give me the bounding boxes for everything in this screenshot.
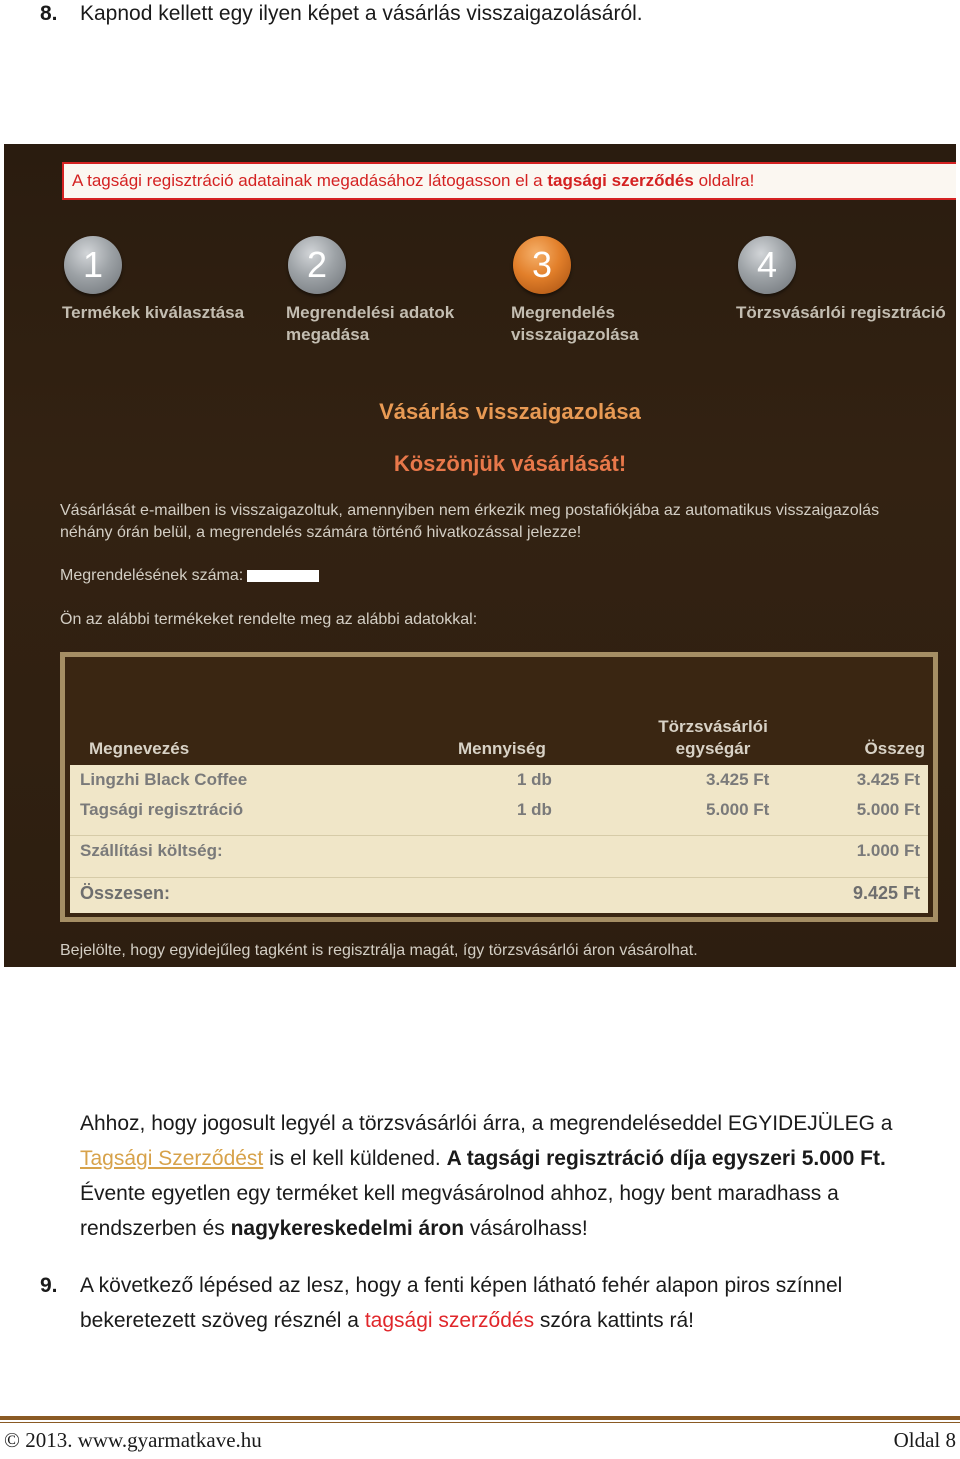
membership-contract-link[interactable]: Tagsági Szerződést <box>80 1147 264 1170</box>
page-number: Oldal 8 <box>893 1428 956 1452</box>
paragraph-text: Évente egyetlen egy terméket kell megvásárolnod ahhoz, hogy bent maradhass a rendszerben és <box>80 1182 839 1240</box>
paragraph-text: vásárolhass! <box>464 1217 588 1240</box>
order-number-label: Megrendelésének száma: <box>60 567 244 584</box>
step-circle: 4 <box>738 236 796 294</box>
step-text-part: A következő lépésed az lesz, hogy a fenti képen látható fehér alapon piros színnel bekeretezett szöveg résznél a <box>80 1274 843 1332</box>
redacted-order-number <box>247 570 319 582</box>
confirmation-info: Vásárlását e-mailben is visszaigazoltuk, amennyiben nem érkezik meg postafiókjába az automatikus visszaigazolás néhány órán belül, a megrendelés számára történő hivatkozással jelezze! <box>60 502 880 541</box>
fee-text: A tagsági regisztráció díja egyszeri 5.000 Ft. <box>446 1147 886 1170</box>
highlighted-link-text: tagsági szerződés <box>364 1309 535 1332</box>
cell-name: Tagsági regisztráció <box>80 800 244 819</box>
col-unit-header-2: egységár <box>675 739 751 758</box>
notice-prefix: A tagsági regisztráció adatainak megadásához látogasson el a <box>72 171 543 190</box>
step-text <box>80 1268 920 1338</box>
total-label: Összesen: <box>80 883 171 903</box>
cell-unit: 5.000 Ft <box>706 800 770 819</box>
footer-rule-thin <box>0 1422 960 1423</box>
table-header <box>65 709 933 765</box>
order-intro: Ön az alábbi termékeket rendelte meg az alábbi adatokkal: <box>60 611 478 628</box>
checkout-step-3 <box>511 236 681 346</box>
step-label: Megrendelési adatok megadása <box>286 303 455 344</box>
checkout-step-2 <box>286 236 476 346</box>
membership-paragraph <box>80 1106 946 1246</box>
checkout-step-4 <box>736 236 956 324</box>
paragraph-text: is el kell küldened. <box>263 1147 447 1170</box>
notice-link[interactable]: tagsági szerződés <box>547 171 694 190</box>
cell-sum: 3.425 Ft <box>856 770 920 789</box>
step-circle: 3 <box>513 236 571 294</box>
paragraph-text: Ahhoz, hogy jogosult legyél a törzsvásárlói árra, a megrendeléseddel EGYIDEJÜLEG a <box>80 1112 893 1135</box>
footer-rule <box>0 1416 960 1420</box>
shipping-row <box>70 835 928 866</box>
cell-unit: 3.425 Ft <box>706 770 770 789</box>
step-circle: 1 <box>64 236 122 294</box>
table-row <box>70 765 928 795</box>
table-body <box>70 765 928 913</box>
checkout-step-1 <box>62 236 282 324</box>
footer-copyright: © 2013. www.gyarmatkave.hu <box>4 1428 262 1452</box>
purchase-confirmation-screenshot <box>4 144 956 967</box>
col-unit-header-1: Törzsvásárlói <box>658 717 768 736</box>
shipping-label: Szállítási költség: <box>80 841 223 860</box>
confirmation-title: Vásárlás visszaigazolása <box>379 399 641 424</box>
cell-sum: 5.000 Ft <box>856 800 920 819</box>
membership-notice <box>62 162 956 200</box>
step-number: 9. <box>40 1274 58 1297</box>
step-number: 8. <box>40 2 58 25</box>
step-text: Kapnod kellett egy ilyen képet a vásárlás visszaigazolásáról. <box>80 2 643 25</box>
shipping-value: 1.000 Ft <box>856 841 920 860</box>
total-row <box>70 877 928 908</box>
cell-name: Lingzhi Black Coffee <box>80 770 248 789</box>
cell-qty: 1 db <box>517 800 552 819</box>
step-9-heading <box>40 1268 920 1338</box>
step-text-part: szóra kattints rá! <box>534 1309 694 1332</box>
col-name-header: Megnevezés <box>89 739 190 758</box>
thank-you-heading: Köszönjük vásárlását! <box>393 451 627 476</box>
order-number-line <box>60 565 920 587</box>
total-value: 9.425 Ft <box>852 883 920 903</box>
member-note: Bejelölte, hogy egyidejűleg tagként is regisztrálja magát, így törzsvásárlói áron vásárolhat. <box>60 942 698 959</box>
wholesale-text: nagykereskedelmi áron <box>230 1217 465 1240</box>
table-row <box>70 795 928 825</box>
order-summary-table <box>60 652 938 922</box>
cell-qty: 1 db <box>517 770 552 789</box>
step-label: Termékek kiválasztása <box>62 303 245 322</box>
step-circle: 2 <box>288 236 346 294</box>
step-label: Törzsvásárlói regisztráció <box>736 303 946 322</box>
step-label: Megrendelés visszaigazolása <box>511 303 639 344</box>
step-8-heading <box>40 0 643 28</box>
col-sum-header: Összeg <box>864 739 925 758</box>
checkout-steps <box>62 236 956 356</box>
col-qty-header: Mennyiség <box>458 739 546 758</box>
notice-suffix: oldalra! <box>698 171 755 190</box>
